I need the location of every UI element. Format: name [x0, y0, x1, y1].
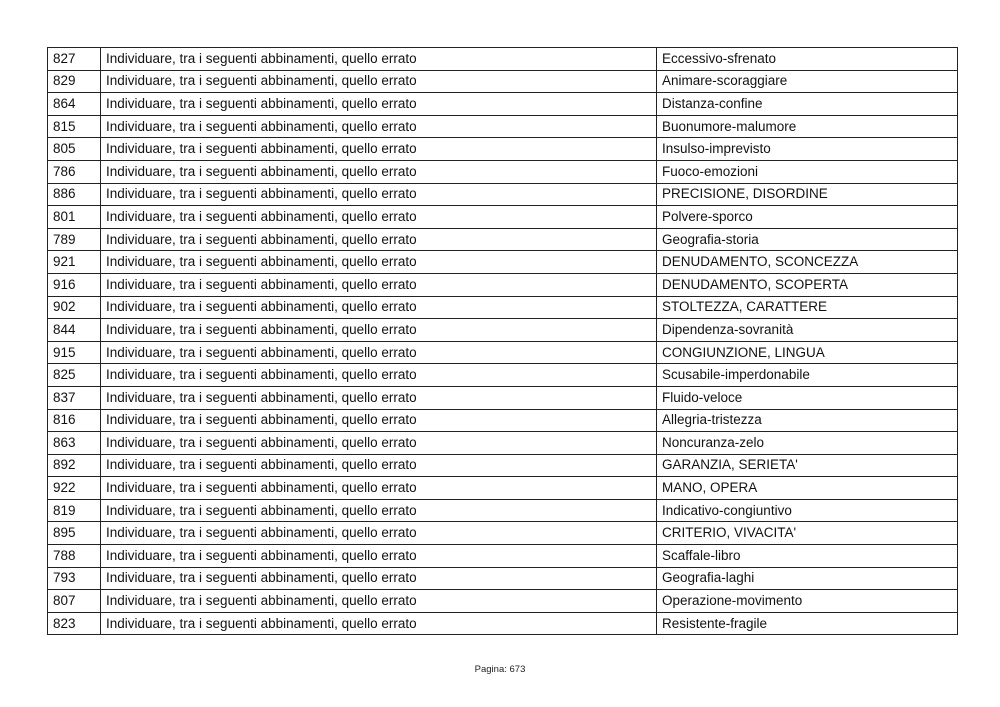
quiz-table	[47, 47, 958, 635]
row-id-cell: 921	[48, 251, 101, 274]
table-row	[48, 319, 958, 342]
row-answer-cell: CONGIUNZIONE, LINGUA	[657, 341, 958, 364]
row-id-cell: 819	[48, 499, 101, 522]
row-answer-cell: Geografia-laghi	[657, 567, 958, 590]
row-id-cell: 916	[48, 273, 101, 296]
row-id-cell: 886	[48, 183, 101, 206]
row-question-cell: Individuare, tra i seguenti abbinamenti, quello errato	[101, 93, 657, 116]
row-answer-cell: Scaffale-libro	[657, 545, 958, 568]
row-question-cell: Individuare, tra i seguenti abbinamenti, quello errato	[101, 386, 657, 409]
row-question-cell: Individuare, tra i seguenti abbinamenti, quello errato	[101, 296, 657, 319]
table-row	[48, 138, 958, 161]
row-id-cell: 892	[48, 454, 101, 477]
row-id-cell: 816	[48, 409, 101, 432]
table-row	[48, 341, 958, 364]
row-answer-cell: GARANZIA, SERIETA'	[657, 454, 958, 477]
row-answer-cell: CRITERIO, VIVACITA'	[657, 522, 958, 545]
row-answer-cell: Animare-scoraggiare	[657, 70, 958, 93]
table-row	[48, 183, 958, 206]
row-answer-cell: MANO, OPERA	[657, 477, 958, 500]
row-question-cell: Individuare, tra i seguenti abbinamenti, quello errato	[101, 228, 657, 251]
row-id-cell: 829	[48, 70, 101, 93]
page-footer	[0, 664, 1000, 675]
row-question-cell: Individuare, tra i seguenti abbinamenti, quello errato	[101, 183, 657, 206]
row-question-cell: Individuare, tra i seguenti abbinamenti, quello errato	[101, 206, 657, 229]
table-row	[48, 48, 958, 71]
table-row	[48, 160, 958, 183]
row-id-cell: 864	[48, 93, 101, 116]
row-id-cell: 915	[48, 341, 101, 364]
row-question-cell: Individuare, tra i seguenti abbinamenti, quello errato	[101, 160, 657, 183]
row-id-cell: 807	[48, 590, 101, 613]
table-row	[48, 545, 958, 568]
row-answer-cell: Fuoco-emozioni	[657, 160, 958, 183]
row-id-cell: 863	[48, 432, 101, 455]
table-row	[48, 115, 958, 138]
row-question-cell: Individuare, tra i seguenti abbinamenti, quello errato	[101, 567, 657, 590]
row-question-cell: Individuare, tra i seguenti abbinamenti, quello errato	[101, 454, 657, 477]
row-question-cell: Individuare, tra i seguenti abbinamenti, quello errato	[101, 432, 657, 455]
table-row	[48, 273, 958, 296]
row-question-cell: Individuare, tra i seguenti abbinamenti, quello errato	[101, 409, 657, 432]
row-answer-cell: Noncuranza-zelo	[657, 432, 958, 455]
table-row	[48, 251, 958, 274]
table-row	[48, 409, 958, 432]
row-answer-cell: STOLTEZZA, CARATTERE	[657, 296, 958, 319]
row-question-cell: Individuare, tra i seguenti abbinamenti, quello errato	[101, 273, 657, 296]
row-question-cell: Individuare, tra i seguenti abbinamenti, quello errato	[101, 251, 657, 274]
row-answer-cell: Distanza-confine	[657, 93, 958, 116]
row-answer-cell: Polvere-sporco	[657, 206, 958, 229]
row-id-cell: 789	[48, 228, 101, 251]
row-question-cell: Individuare, tra i seguenti abbinamenti, quello errato	[101, 477, 657, 500]
table-row	[48, 296, 958, 319]
table-row	[48, 567, 958, 590]
table-row	[48, 590, 958, 613]
quiz-table-body	[48, 48, 958, 635]
row-answer-cell: Insulso-imprevisto	[657, 138, 958, 161]
table-row	[48, 364, 958, 387]
row-question-cell: Individuare, tra i seguenti abbinamenti, quello errato	[101, 319, 657, 342]
row-question-cell: Individuare, tra i seguenti abbinamenti, quello errato	[101, 48, 657, 71]
row-id-cell: 902	[48, 296, 101, 319]
row-answer-cell: Operazione-movimento	[657, 590, 958, 613]
row-answer-cell: Scusabile-imperdonabile	[657, 364, 958, 387]
row-question-cell: Individuare, tra i seguenti abbinamenti, quello errato	[101, 499, 657, 522]
row-answer-cell: PRECISIONE, DISORDINE	[657, 183, 958, 206]
row-question-cell: Individuare, tra i seguenti abbinamenti, quello errato	[101, 341, 657, 364]
row-question-cell: Individuare, tra i seguenti abbinamenti, quello errato	[101, 115, 657, 138]
row-answer-cell: Buonumore-malumore	[657, 115, 958, 138]
table-row	[48, 93, 958, 116]
row-id-cell: 827	[48, 48, 101, 71]
table-row	[48, 522, 958, 545]
row-id-cell: 788	[48, 545, 101, 568]
row-question-cell: Individuare, tra i seguenti abbinamenti, quello errato	[101, 590, 657, 613]
row-question-cell: Individuare, tra i seguenti abbinamenti, quello errato	[101, 138, 657, 161]
row-id-cell: 786	[48, 160, 101, 183]
row-question-cell: Individuare, tra i seguenti abbinamenti, quello errato	[101, 545, 657, 568]
row-answer-cell: DENUDAMENTO, SCONCEZZA	[657, 251, 958, 274]
row-question-cell: Individuare, tra i seguenti abbinamenti, quello errato	[101, 522, 657, 545]
table-row	[48, 228, 958, 251]
row-answer-cell: DENUDAMENTO, SCOPERTA	[657, 273, 958, 296]
row-id-cell: 793	[48, 567, 101, 590]
row-id-cell: 815	[48, 115, 101, 138]
row-id-cell: 805	[48, 138, 101, 161]
table-row	[48, 206, 958, 229]
table-row	[48, 499, 958, 522]
row-answer-cell: Fluido-veloce	[657, 386, 958, 409]
row-id-cell: 922	[48, 477, 101, 500]
row-answer-cell: Dipendenza-sovranità	[657, 319, 958, 342]
row-id-cell: 825	[48, 364, 101, 387]
row-id-cell: 801	[48, 206, 101, 229]
row-answer-cell: Resistente-fragile	[657, 612, 958, 635]
row-answer-cell: Eccessivo-sfrenato	[657, 48, 958, 71]
table-row	[48, 432, 958, 455]
row-id-cell: 823	[48, 612, 101, 635]
row-answer-cell: Indicativo-congiuntivo	[657, 499, 958, 522]
page-number: Pagina: 673	[474, 664, 526, 675]
row-answer-cell: Allegria-tristezza	[657, 409, 958, 432]
row-question-cell: Individuare, tra i seguenti abbinamenti, quello errato	[101, 70, 657, 93]
row-question-cell: Individuare, tra i seguenti abbinamenti, quello errato	[101, 612, 657, 635]
row-answer-cell: Geografia-storia	[657, 228, 958, 251]
table-row	[48, 477, 958, 500]
table-row	[48, 386, 958, 409]
row-question-cell: Individuare, tra i seguenti abbinamenti, quello errato	[101, 364, 657, 387]
table-row	[48, 70, 958, 93]
row-id-cell: 837	[48, 386, 101, 409]
row-id-cell: 844	[48, 319, 101, 342]
row-id-cell: 895	[48, 522, 101, 545]
table-row	[48, 612, 958, 635]
table-row	[48, 454, 958, 477]
